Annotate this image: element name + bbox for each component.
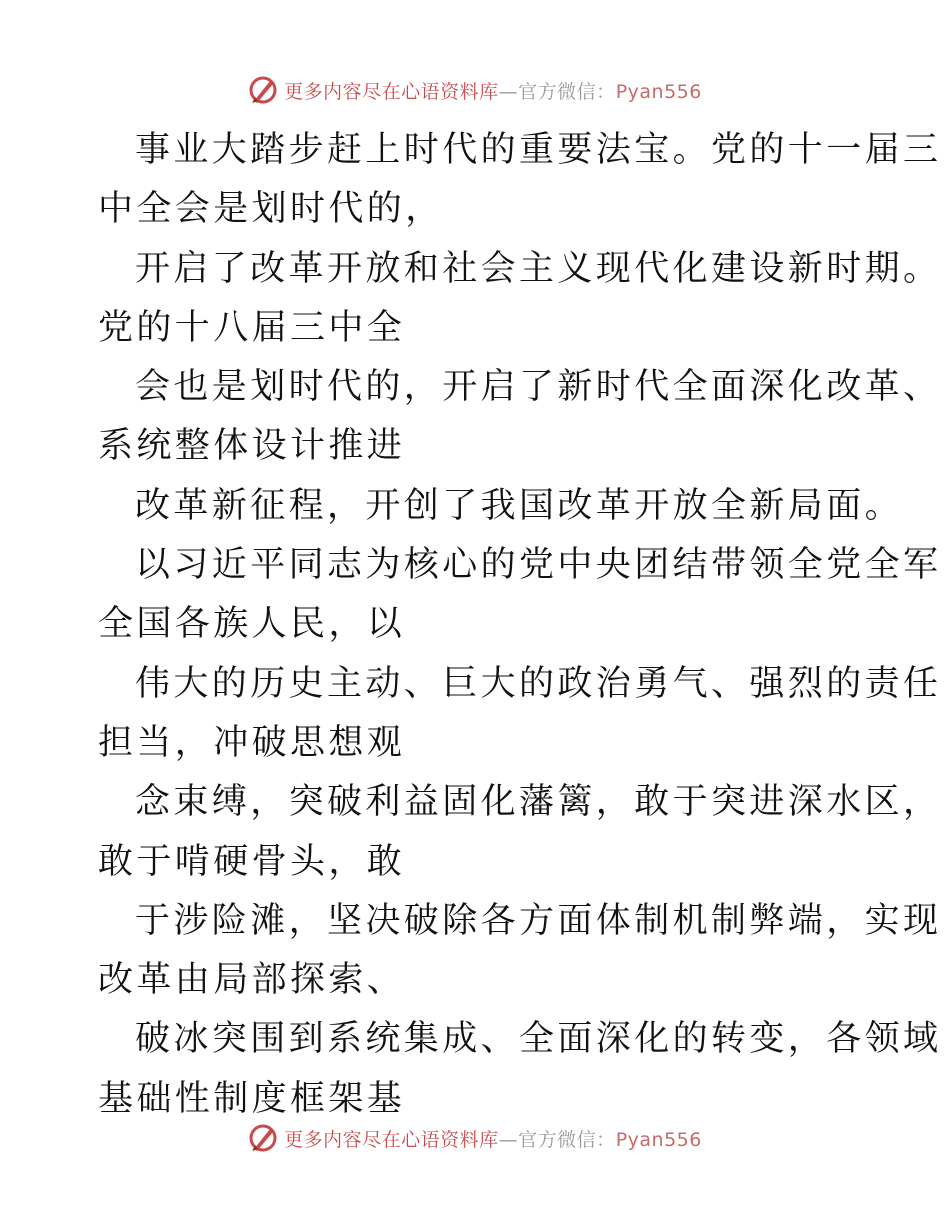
text-line: 会也是划时代的，开启了新时代全面深化改革、: [135, 367, 942, 408]
watermark-dash: —: [498, 80, 519, 103]
footer-watermark: [0, 1118, 950, 1158]
text-line: 全国各族人民，以: [98, 604, 406, 645]
pen-logo-icon: [248, 75, 278, 105]
pen-logo-icon: [248, 1123, 278, 1153]
text-line: 基础性制度框架基: [98, 1078, 406, 1119]
header-watermark: [0, 70, 950, 110]
watermark-account: Pyan556: [615, 1128, 702, 1151]
text-line: 伟大的历史主动、巨大的政治勇气、强烈的责任: [135, 663, 942, 704]
text-line: 党的十八届三中全: [98, 307, 406, 348]
text-line: 改革由局部探索、: [98, 960, 406, 1001]
watermark-official: 官方微信：: [518, 1128, 616, 1151]
watermark-text: [284, 77, 702, 104]
text-line: 以习近平同志为核心的党中央团结带领全党全军: [135, 545, 942, 586]
watermark-dash: —: [498, 1128, 519, 1151]
watermark-highlight: 更多内容尽在心语资料库: [284, 1128, 499, 1151]
watermark-official: 官方微信：: [518, 80, 616, 103]
watermark-account: Pyan556: [615, 80, 702, 103]
text-line: 开启了改革开放和社会主义现代化建设新时期。: [135, 248, 942, 289]
text-line: 中全会是划时代的，: [98, 189, 444, 230]
text-line: 念束缚，突破利益固化藩篱，敢于突进深水区，: [135, 782, 942, 823]
watermark-highlight: 更多内容尽在心语资料库: [284, 80, 499, 103]
text-line: 破冰突围到系统集成、全面深化的转变，各领域: [135, 1019, 942, 1060]
document-body: [98, 121, 942, 1129]
text-line: 敢于啃硬骨头，敢: [98, 841, 406, 882]
text-line: 担当，冲破思想观: [98, 722, 406, 763]
text-line: 事业大踏步赶上时代的重要法宝。党的十一届三: [135, 130, 942, 170]
text-line: 改革新征程，开创了我国改革开放全新局面。: [135, 485, 904, 526]
text-line: 于涉险滩，坚决破除各方面体制机制弊端，实现: [135, 900, 942, 941]
text-line: 系统整体设计推进: [98, 426, 406, 467]
watermark-text: [284, 1125, 702, 1152]
